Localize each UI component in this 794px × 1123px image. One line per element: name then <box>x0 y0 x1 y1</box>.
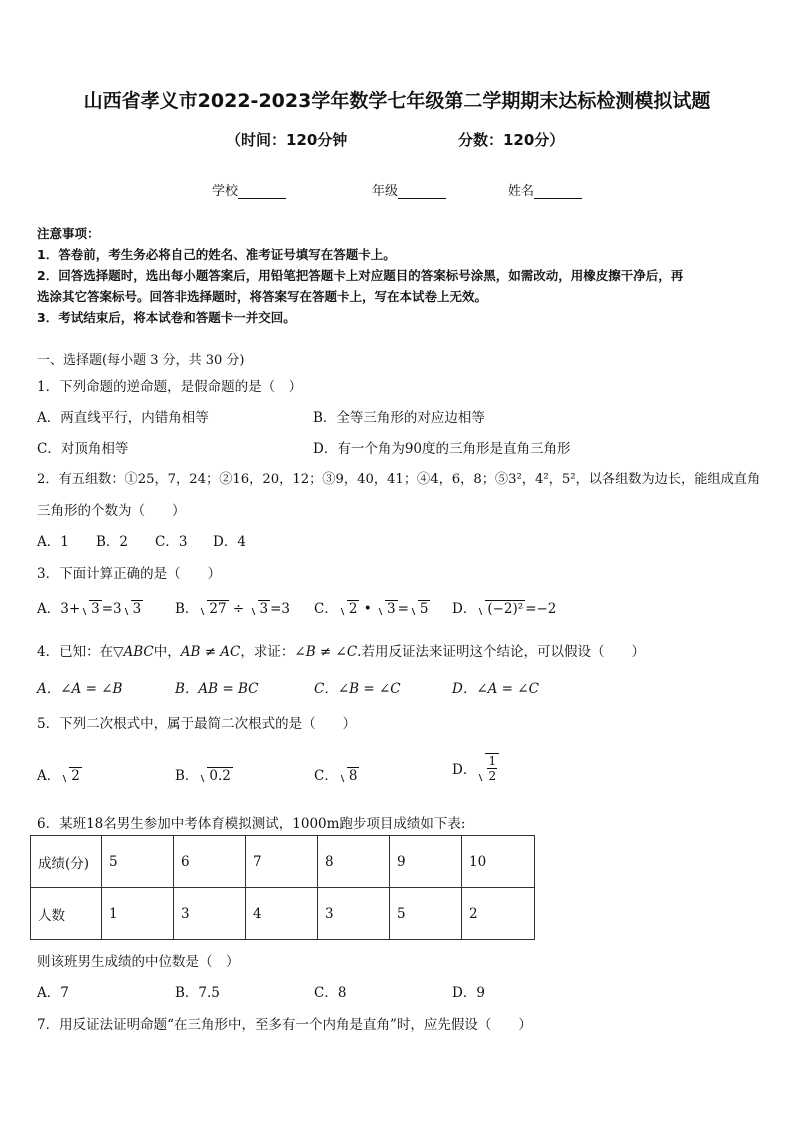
q4-option-a[interactable]: A．∠A = ∠B <box>37 681 123 697</box>
table-cell: 4 <box>246 888 318 940</box>
q3-option-a[interactable] <box>37 597 143 617</box>
question-1-stem: 1．下列命题的逆命题，是假命题的是（ ） <box>37 379 303 395</box>
q2-option-d[interactable]: D．4 <box>213 534 246 550</box>
expr-part: =−2 <box>525 601 557 617</box>
option-label: B． <box>175 601 199 617</box>
notice-item: 选涂其它答案标号。回答非选择题时，将答案写在答题卡上，写在本试卷上无效。 <box>37 289 488 304</box>
radicand: 3 <box>259 601 269 617</box>
radicand: 2 <box>348 601 358 617</box>
radical <box>476 753 499 783</box>
table-cell: 成绩(分) <box>31 836 102 888</box>
q5-option-a[interactable] <box>37 764 82 784</box>
radical <box>338 601 360 617</box>
name-blank[interactable] <box>534 184 582 199</box>
table-cell: 6 <box>174 836 246 888</box>
section-heading: 一、选择题(每小题 3 分，共 30 分) <box>37 353 245 368</box>
q6-option-c[interactable]: C．8 <box>314 985 347 1001</box>
school-field <box>212 180 286 199</box>
notice-heading: 注意事项： <box>37 226 100 241</box>
radicand: 3 <box>132 601 142 617</box>
name-field <box>508 180 582 199</box>
q6-option-a[interactable]: A．7 <box>37 985 69 1001</box>
question-2-stem: 2．有五组数：①25，7，24；②16，20，12；③9，40，41；④4，6，8；⑤3²，4²，5²，以各组数为边长，能组成直角 <box>37 472 761 487</box>
option-label: D． <box>452 762 477 778</box>
grade-label: 年级 <box>372 184 399 199</box>
q1-option-d[interactable]: D．有一个角为90度的三角形是直角三角形 <box>313 441 571 457</box>
q2-option-b[interactable]: B．2 <box>96 534 129 550</box>
table-cell: 9 <box>390 836 462 888</box>
table-cell: 3 <box>318 888 390 940</box>
notice-item: 3．考试结束后，将本试卷和答题卡一并交回。 <box>37 310 296 325</box>
radicand: 8 <box>348 768 358 784</box>
q6-option-d[interactable]: D．9 <box>452 985 485 1001</box>
table-cell: 8 <box>318 836 390 888</box>
option-label: A． <box>37 601 61 617</box>
question-6-stem: 6．某班18名男生参加中考体育模拟测试，1000m跑步项目成绩如下表: <box>37 816 466 832</box>
exam-title: 山西省孝义市2022-2023学年数学七年级第二学期期末达标检测模拟试题 <box>83 90 711 112</box>
question-7-stem: 7．用反证法证明命题“在三角形中，至多有一个内角是直角”时，应先假设（ ） <box>37 1017 532 1033</box>
q1-option-c[interactable]: C．对顶角相等 <box>37 441 129 457</box>
q5-option-d[interactable] <box>452 753 499 783</box>
name-label: 姓名 <box>508 184 535 199</box>
claim: ∠B ≠ ∠C <box>294 644 358 660</box>
radical <box>476 601 525 617</box>
expr-part: =3 <box>101 601 122 617</box>
q4-option-d[interactable]: D．∠A = ∠C <box>452 681 539 697</box>
radical <box>409 601 431 617</box>
q3-option-b[interactable] <box>175 597 290 617</box>
table-cell: 2 <box>462 888 535 940</box>
radicand: 27 <box>209 601 227 617</box>
stem-text: 中， <box>153 644 181 660</box>
table-cell: 人数 <box>31 888 102 940</box>
question-5-stem: 5．下列二次根式中，属于最简二次根式的是（ ） <box>37 716 357 732</box>
option-label: B． <box>175 768 199 784</box>
q3-option-d[interactable] <box>452 597 556 617</box>
radicand: (−2)² <box>487 601 524 617</box>
expr-part: • <box>359 601 376 617</box>
q4-option-c[interactable]: C．∠B = ∠C <box>314 681 401 697</box>
radical <box>198 768 232 784</box>
q2-option-c[interactable]: C．3 <box>155 534 188 550</box>
table-row <box>31 888 535 940</box>
q5-option-b[interactable] <box>175 764 233 784</box>
expr-part: =3 <box>270 601 291 617</box>
triangle-name: ▽ABC <box>113 644 154 660</box>
radicand: 5 <box>419 601 429 617</box>
radicand: 3 <box>386 601 396 617</box>
grade-field <box>372 180 446 199</box>
option-label: D． <box>452 601 477 617</box>
table-cell: 10 <box>462 836 535 888</box>
expr-part: 3+ <box>60 601 81 617</box>
q5-option-c[interactable] <box>314 764 359 784</box>
q1-option-b[interactable]: B．全等三角形的对应边相等 <box>313 410 485 426</box>
expr-part: = <box>397 601 409 617</box>
table-cell: 5 <box>390 888 462 940</box>
numerator: 1 <box>488 754 497 768</box>
q3-option-c[interactable] <box>314 597 430 617</box>
condition: AB ≠ AC <box>180 644 241 660</box>
exam-time: （时间：120分钟 <box>226 131 348 149</box>
radical <box>376 601 398 617</box>
radical <box>60 768 82 784</box>
fraction <box>485 753 499 783</box>
exam-score: 分数：120分） <box>458 131 565 149</box>
table-cell: 7 <box>246 836 318 888</box>
radical <box>80 601 102 617</box>
radicand: 3 <box>91 601 100 617</box>
radicand: 0.2 <box>209 768 231 784</box>
q2-option-a[interactable]: A．1 <box>37 534 69 550</box>
grade-blank[interactable] <box>398 184 446 199</box>
radical <box>122 601 144 617</box>
option-label: C． <box>314 601 338 617</box>
question-3-stem: 3．下面计算正确的是（ ） <box>37 566 222 582</box>
question-6-followup: 则该班男生成绩的中位数是（ ） <box>37 954 240 970</box>
school-blank[interactable] <box>238 184 286 199</box>
notice-item: 1．答卷前，考生务必将自己的姓名、准考证号填写在答题卡上。 <box>37 247 396 262</box>
stem-text: ，求证： <box>240 644 295 660</box>
radical <box>249 601 271 617</box>
question-4-stem <box>37 640 645 660</box>
radicand: 2 <box>71 768 80 784</box>
q4-option-b[interactable]: B．AB = BC <box>175 681 259 697</box>
stem-text: 4．已知：在 <box>37 644 114 660</box>
score-table <box>30 835 535 940</box>
radical <box>198 601 228 617</box>
question-2-stem-cont: 三角形的个数为（ ） <box>37 503 186 519</box>
denominator: 2 <box>488 769 497 783</box>
stem-text: .若用反证法来证明这个结论，可以假设（ ） <box>357 644 645 660</box>
table-cell: 5 <box>102 836 174 888</box>
school-label: 学校 <box>212 184 239 199</box>
notice-item: 2．回答选择题时，选出每小题答案后，用铅笔把答题卡上对应题目的答案标号涂黑，如需改动，用橡皮擦干净后，再 <box>37 268 684 283</box>
option-label: A． <box>37 768 61 784</box>
table-cell: 1 <box>102 888 174 940</box>
q6-option-b[interactable]: B．7.5 <box>175 985 220 1001</box>
table-row <box>31 836 535 888</box>
option-label: C． <box>314 768 338 784</box>
table-cell: 3 <box>174 888 246 940</box>
expr-part: ÷ <box>228 601 249 617</box>
radical <box>338 768 360 784</box>
q1-option-a[interactable]: A．两直线平行，内错角相等 <box>37 410 209 426</box>
